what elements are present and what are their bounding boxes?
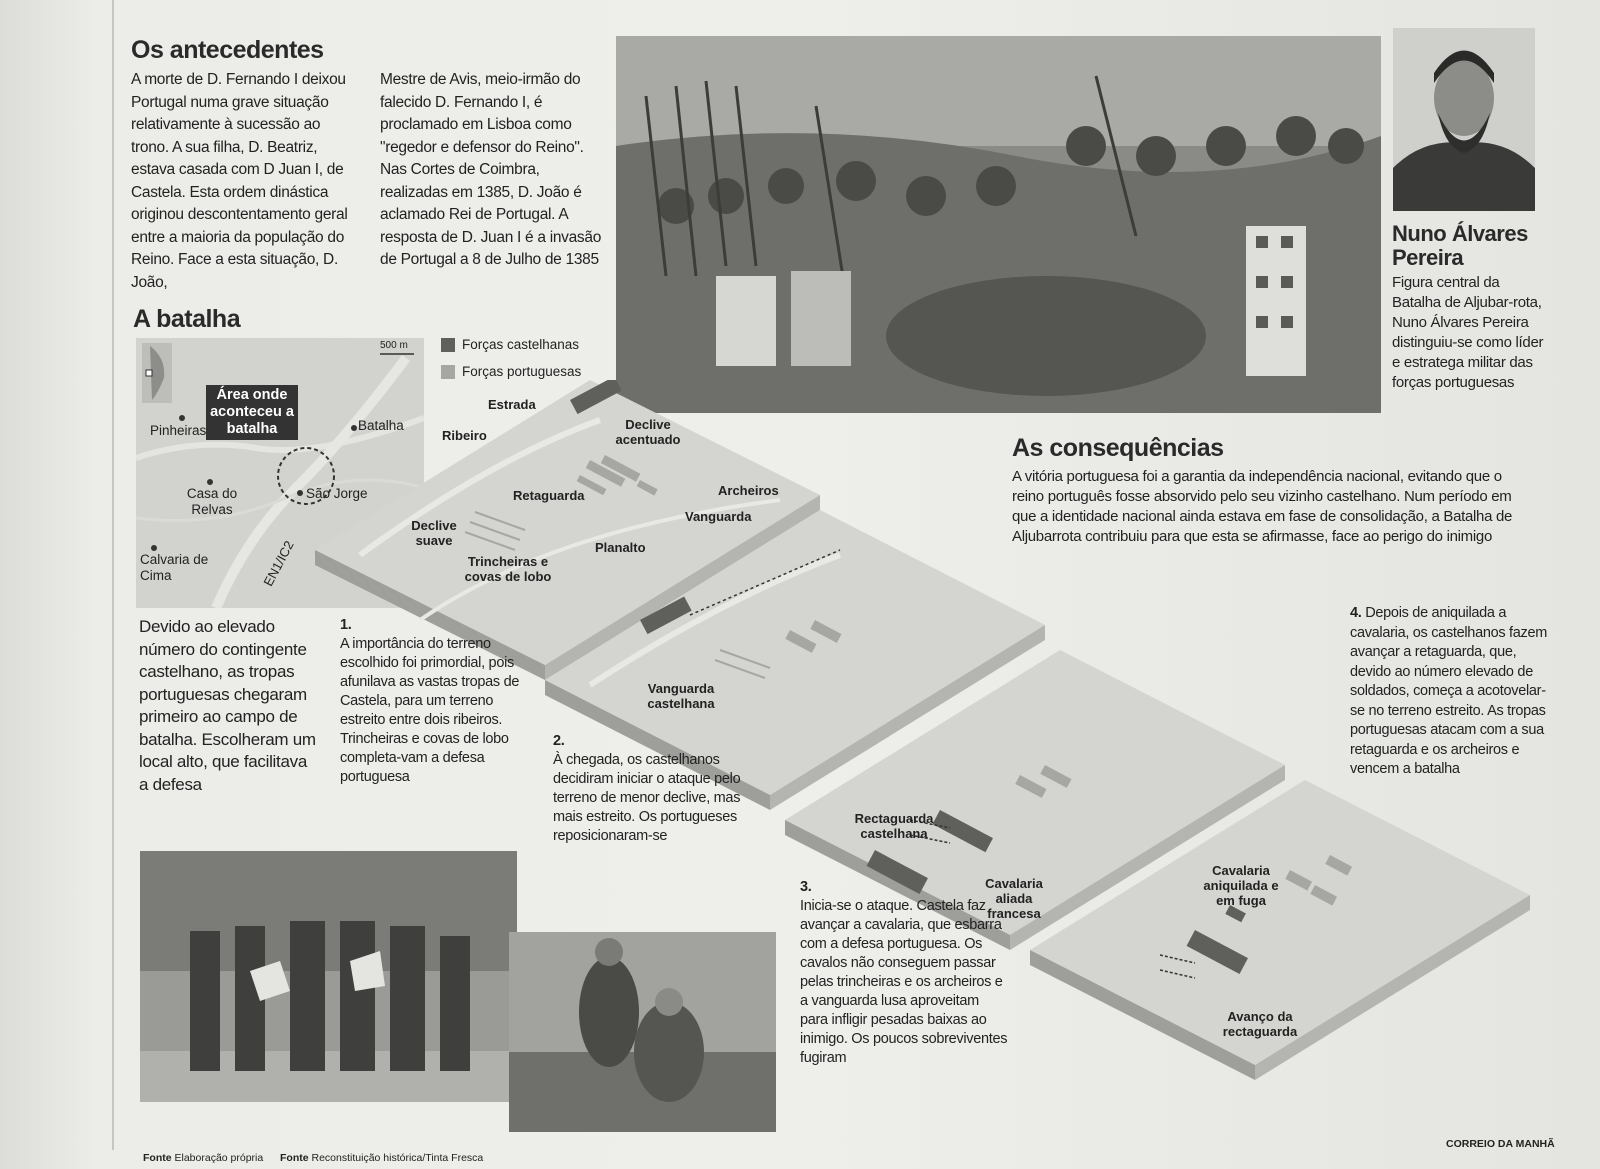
label-vanguarda: Vanguarda bbox=[685, 509, 752, 524]
step-4 bbox=[1350, 604, 1555, 780]
section-title-batalha: A batalha bbox=[133, 305, 241, 333]
label-cavalaria-francesa: Cavalaria aliada francesa bbox=[985, 876, 1043, 921]
section-title-consequencias: As consequências bbox=[1012, 434, 1224, 462]
legend-label-portuguese: Forças portuguesas bbox=[462, 364, 582, 379]
map-area-label: Área onde aconteceu a batalha bbox=[206, 385, 298, 440]
footer-source-1-text: Elaboração própria bbox=[174, 1152, 264, 1164]
step-1-text: A importância do terreno escolhido foi primordial, pois afunilava as vastas tropas de Castela, para um terreno estreito entre dois ribeiros. Trincheiras e covas de lobo completa-vam a defesa portuguesa bbox=[340, 636, 520, 785]
step-4-text: Depois de aniquilada a cavalaria, os castelhanos fazem avançar a retaguarda, que, devido ao número elevado de soldados, começa a acotovelar-se no terreno estreito. As tropas portuguesas atacam com a sua retaguarda e os archeiros e vencem a batalha bbox=[1350, 605, 1548, 777]
map-place-sao-jorge: São Jorge bbox=[306, 486, 368, 501]
map-place-casa-relvas: Casa do Relvas bbox=[186, 486, 238, 517]
legend-label-castilian: Forças castelhanas bbox=[462, 337, 580, 352]
step-2-number: 2. bbox=[553, 733, 565, 749]
reenactment-photo-2 bbox=[509, 932, 776, 1132]
label-ribeiro: Ribeiro bbox=[442, 428, 487, 443]
section-title-antecedentes: Os antecedentes bbox=[131, 36, 324, 64]
footer-source-2-text: Reconstituição histórica/Tinta Fresca bbox=[311, 1152, 484, 1164]
portrait-name: Nuno Álvares Pereira bbox=[1392, 221, 1528, 270]
reenactment-photo-1 bbox=[140, 851, 517, 1102]
map-place-batalha: Batalha bbox=[358, 418, 404, 433]
label-cavalaria-aniquilada: Cavalaria aniquilada e em fuga bbox=[1203, 863, 1279, 908]
map-place-calvaria: Calvaria de Cima bbox=[140, 552, 209, 583]
step-3 bbox=[800, 878, 1010, 1068]
legend-swatch-portuguese bbox=[441, 365, 455, 379]
label-rectaguarda-castelhana: Rectaguarda castelhana bbox=[854, 811, 934, 841]
map-scale: 500 m bbox=[380, 340, 408, 351]
map-road-label: EN1/IC2 bbox=[260, 538, 297, 589]
step-2 bbox=[553, 732, 753, 846]
label-declive-suave: Declive suave bbox=[411, 518, 457, 548]
reenactment-photo-2-image bbox=[509, 932, 776, 1132]
footer-source-1 bbox=[143, 1152, 263, 1164]
footer-source-2 bbox=[280, 1152, 483, 1164]
footer-source-1-label: Fonte bbox=[143, 1152, 172, 1164]
step-1 bbox=[340, 616, 520, 787]
batalha-intro-text: Devido ao elevado número do contingente castelhano, as tropas portuguesas chegaram primeiro ao campo de batalha. Escolheram um local alto, que facilitava a defesa bbox=[139, 617, 316, 794]
portrait-image bbox=[1393, 28, 1535, 211]
battle-painting bbox=[616, 36, 1381, 413]
antecedentes-col1 bbox=[131, 69, 361, 294]
label-avanco-retaguarda: Avanço da rectaguarda bbox=[1222, 1009, 1298, 1039]
label-vanguarda-castelhana: Vanguarda castelhana bbox=[647, 681, 715, 711]
antecedentes-text-2: Mestre de Avis, meio-irmão do falecido D. Fernando I, é proclamado em Lisboa como "regedor e defensor do Reino". Nas Cortes de Coimbra, realizadas em 1385, D. João é aclamado Rei de Portugal. A resposta de D. Juan I é a invasão de Portugal a 8 de Julho de 1385 bbox=[380, 71, 602, 268]
antecedentes-text-1: A morte de D. Fernando I deixou Portugal numa grave situação relativamente à sucessão ao trono. A sua filha, D. Beatriz, estava casada com D Juan I, de Castela. Esta ordem dinástica originou descontentamento geral entre a maioria da população do Reino. Face a esta situação, D. João, bbox=[131, 71, 348, 291]
label-declive-acentuado: Declive acentuado bbox=[615, 417, 681, 447]
label-planalto: Planalto bbox=[595, 540, 646, 555]
portrait-nuno-alvares bbox=[1393, 28, 1535, 211]
portrait-caption: Figura central da Batalha de Aljubar-rota, Nuno Álvares Pereira distinguiu-se como líder e estratega militar das forças portuguesas bbox=[1392, 274, 1544, 391]
legend-swatch-castilian bbox=[441, 338, 455, 352]
antecedentes-col2 bbox=[380, 69, 602, 272]
step-1-number: 1. bbox=[340, 617, 352, 633]
step-2-text: À chegada, os castelhanos decidiram iniciar o ataque pelo terreno de menor declive, mas mais estreito. Os portugueses reposicionaram-se bbox=[553, 752, 741, 844]
step-3-number: 3. bbox=[800, 879, 812, 895]
label-archeiros: Archeiros bbox=[718, 483, 779, 498]
reenactment-photo-1-image bbox=[140, 851, 517, 1102]
label-estrada: Estrada bbox=[488, 397, 536, 412]
consequencias-text: A vitória portuguesa foi a garantia da independência nacional, evitando que o reino português fosse absorvido pelo seu vizinho castelhano. Num período em que a identidade nacional ainda estava em fase de consolidação, a Batalha de Aljubarrota contribuiu para que esta se afirmasse, face ao perigo do inimigo bbox=[1012, 468, 1513, 545]
footer-source-2-label: Fonte bbox=[280, 1152, 309, 1164]
step-4-number: 4. bbox=[1350, 605, 1362, 621]
page-fold bbox=[112, 0, 114, 1150]
footer-publication: CORREIO DA MANHÃ bbox=[1446, 1138, 1555, 1150]
label-retaguarda: Retaguarda bbox=[513, 488, 585, 503]
step-3-text: Inicia-se o ataque. Castela faz avançar a cavalaria, que esbarra com a defesa portuguesa. Os cavalos não conseguem passar pelas trincheiras e os archeiros e a vanguarda lusa aproveitam para infligir pesadas baixas ao inimigo. Os poucos sobreviventes fugiram bbox=[800, 898, 1008, 1066]
battle-painting-image bbox=[616, 36, 1381, 413]
label-trincheiras: Trincheiras e covas de lobo bbox=[464, 554, 552, 584]
map-place-pinheiras: Pinheiras bbox=[150, 423, 207, 438]
